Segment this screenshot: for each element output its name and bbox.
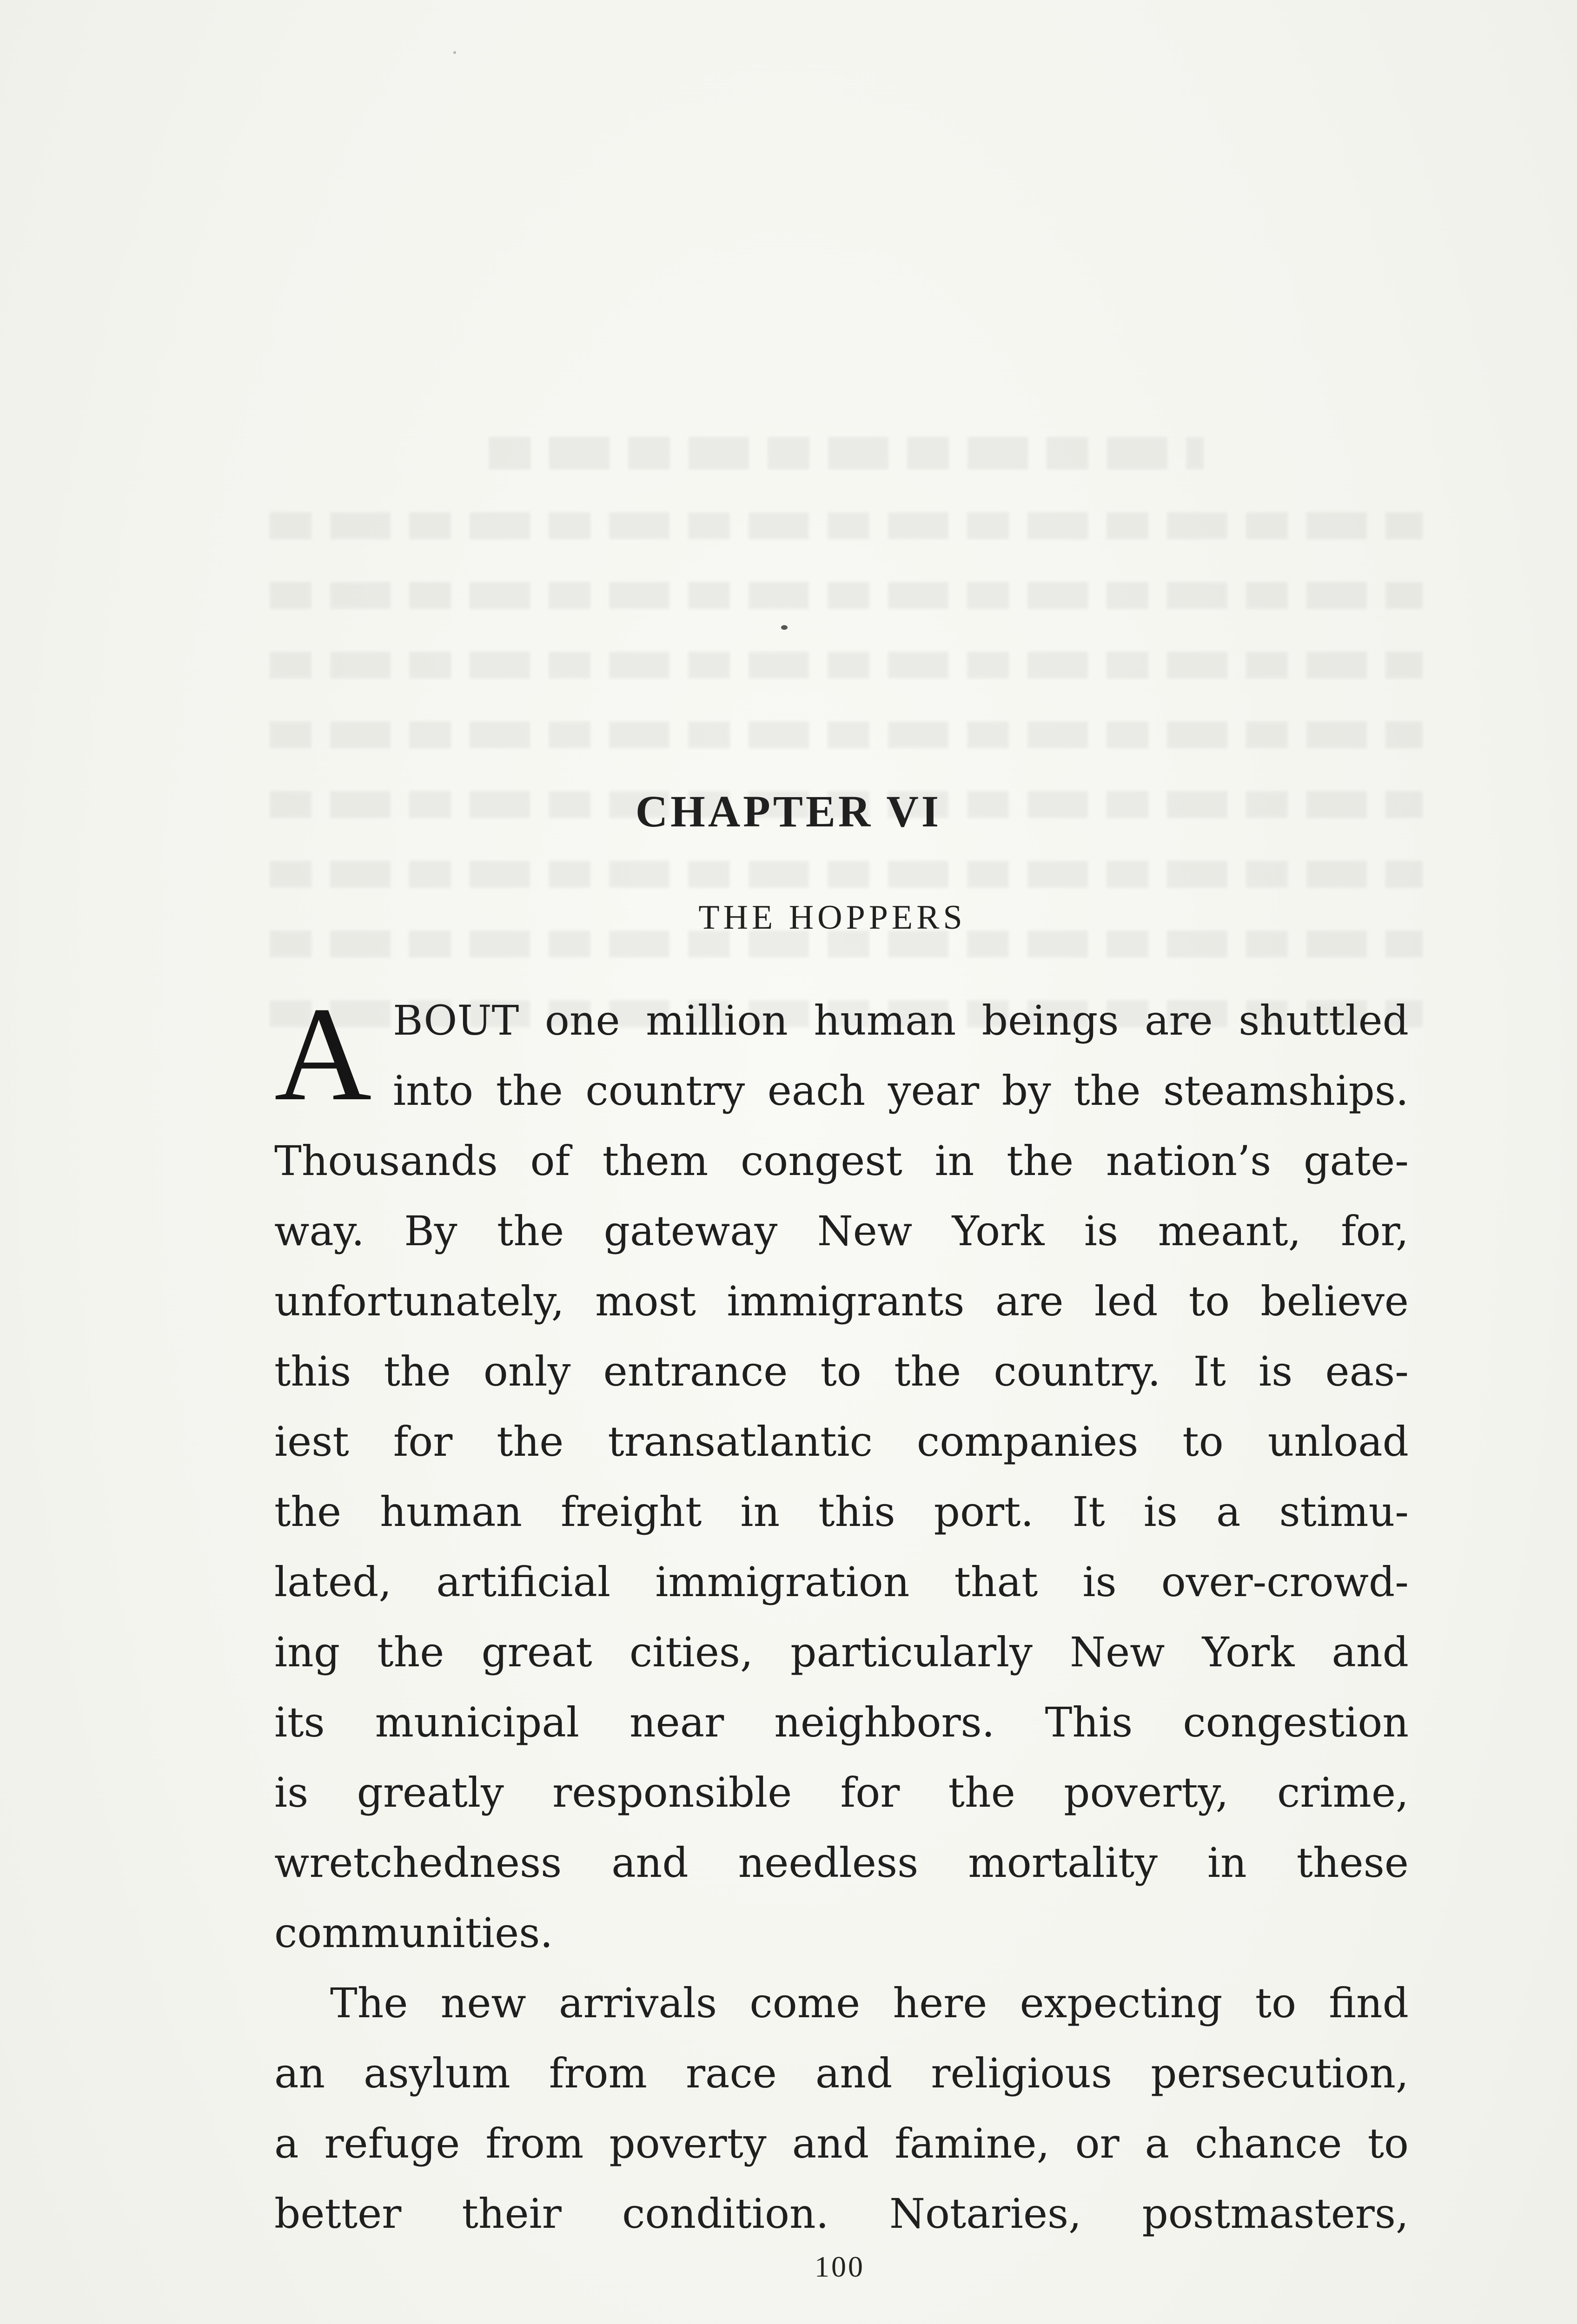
text-line: the human freight in this port. It is a stimu- — [274, 1488, 1409, 1536]
text-line: iest for the transatlantic companies to unload — [274, 1418, 1409, 1466]
text-line: is greatly responsible for the poverty, crime, — [274, 1769, 1409, 1816]
drop-cap: A — [274, 979, 372, 1129]
text-line: lated, artificial immigration that is over-crowd- — [274, 1558, 1409, 1606]
paragraph-2 — [274, 1968, 1409, 2249]
text-line: into the country each year by the steamships. — [393, 1067, 1409, 1115]
body-text — [274, 979, 1409, 2249]
text-line: The new arrivals come here expecting to find — [330, 1979, 1409, 2027]
bleed-through-text — [270, 437, 1423, 1041]
chapter-subtitle: THE HOPPERS — [698, 898, 966, 937]
text-line: ing the great cities, particularly New York and — [274, 1628, 1409, 1676]
text-line: wretchedness and needless mortality in these — [274, 1839, 1409, 1887]
text-line: communities. — [274, 1909, 553, 1957]
text-line: this the only entrance to the country. It is eas- — [274, 1347, 1409, 1395]
text-line: Thousands of them congest in the nation’s gate- — [274, 1137, 1409, 1185]
paragraph-1 — [274, 979, 1409, 1968]
text-line: BOUT one million human beings are shuttled — [393, 997, 1409, 1044]
text-line: unfortunately, most immigrants are led to believe — [274, 1277, 1409, 1325]
text-line: an asylum from race and religious persecution, — [274, 2049, 1409, 2097]
ink-speck — [781, 625, 788, 630]
page-number: 100 — [815, 2250, 865, 2283]
text-line: better their condition. Notaries, postmasters, — [274, 2190, 1409, 2238]
ink-speck — [453, 51, 456, 54]
text-line: its municipal near neighbors. This congestion — [274, 1698, 1409, 1746]
text-line: way. By the gateway New York is meant, for, — [274, 1207, 1409, 1255]
text-line: a refuge from poverty and famine, or a chance to — [274, 2119, 1409, 2167]
chapter-title: CHAPTER VI — [635, 786, 942, 836]
